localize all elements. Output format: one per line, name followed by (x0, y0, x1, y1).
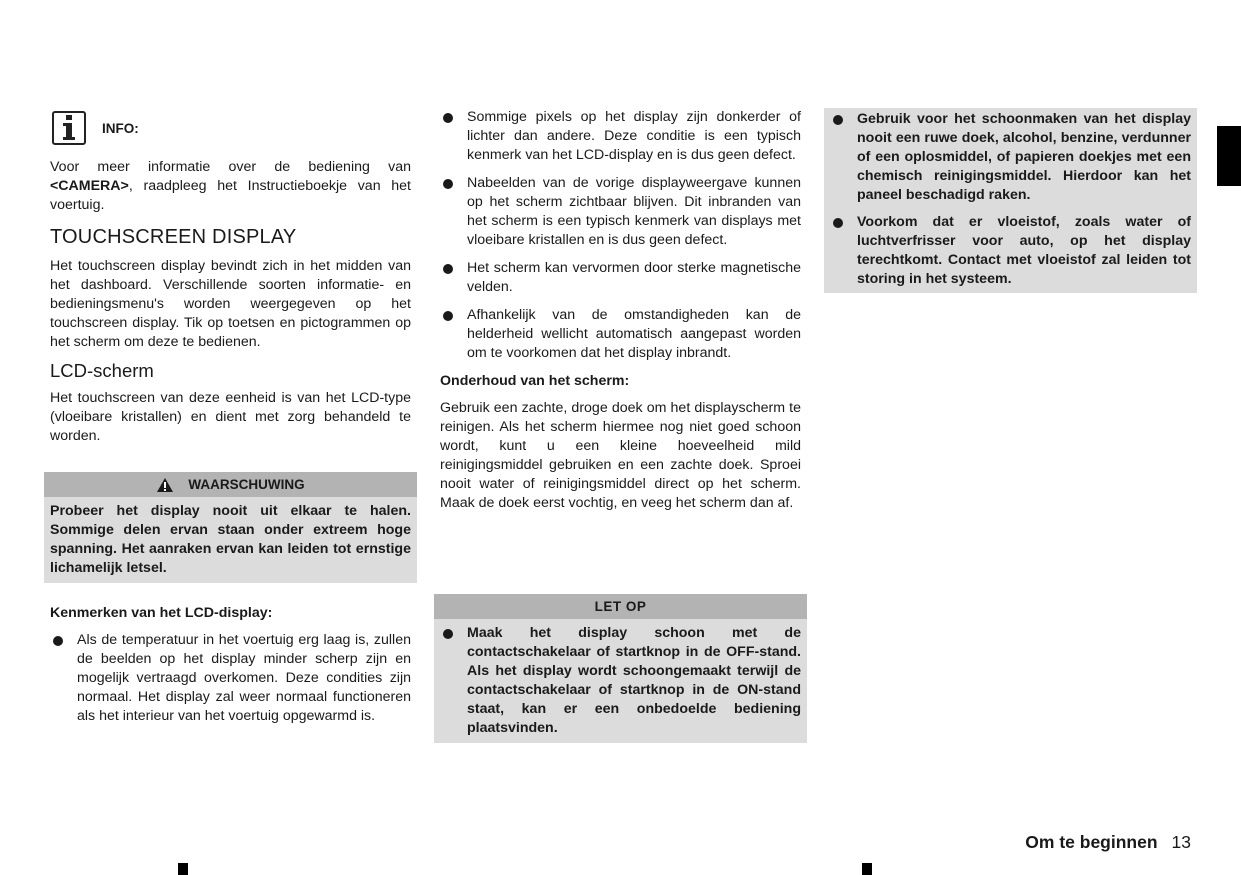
features-heading: Kenmerken van het LCD-display: (50, 605, 273, 621)
caution-continued-box (824, 108, 1197, 293)
info-header (50, 108, 411, 148)
list-item: Nabeelden van de vorige displayweergave kunnen op het scherm zichtbaar blijven. Dit inbranden van het scherm is een typisch kenmerk van displays met vloeibare kristallen en is dus geen defect. (440, 174, 801, 250)
list-item: Sommige pixels op het display zijn donkerder of lichter dan andere. Deze conditie is een typisch kenmerk van het LCD-display en is dus geen defect. (440, 108, 801, 165)
bullet-icon (440, 259, 467, 297)
caution-box (434, 594, 807, 743)
camera-reference: <CAMERA> (50, 178, 129, 194)
bullet-icon (440, 306, 467, 363)
list-item: Voorkom dat er vloeistof, zoals water of luchtverfrisser voor auto, op het display terechtkomt. Contact met vloeistof zal leiden tot storing in het systeem. (830, 213, 1191, 289)
warning-title: WAARSCHUWING (188, 477, 305, 492)
bullet-icon (440, 108, 467, 165)
lcd-body: Het touchscreen van deze eenheid is van het LCD-type (vloeibare kristallen) en dient met zorg behandeld te worden. (50, 390, 411, 444)
column-middle (440, 108, 801, 513)
chapter-tab-marker (1217, 126, 1241, 186)
list-item: Maak het display schoon met de contactschakelaar of startknop in de OFF-stand. Als het display wordt schoongemaakt terwijl de contactschakelaar of startknop in de ON-stand staat, kan er een onbedoelde bediening plaatsvinden. (440, 624, 801, 738)
list-item: Als de temperatuur in het voertuig erg laag is, zullen de beelden op het display minder scherp zijn en mogelijk vertraagd overkomen. Deze condities zijn normaal. Het display zal weer normaal functioneren als het interieur van het voertuig opgewarmd is. (50, 631, 411, 726)
caution-body (434, 619, 807, 738)
info-text: Voor meer informatie over de bediening van <CAMERA>, raadpleeg het Instructieboekje van het voertuig. (50, 159, 411, 213)
touchscreen-heading: TOUCHSCREEN DISPLAY (50, 226, 297, 248)
footer-section-title: Om te beginnen (1025, 832, 1158, 852)
crop-mark (178, 863, 188, 875)
lcd-heading: LCD-scherm (50, 360, 154, 381)
bullet-icon (440, 174, 467, 250)
column-right (824, 108, 1197, 293)
list-item: Het scherm kan vervormen door sterke magnetische velden. (440, 259, 801, 297)
crop-mark (862, 863, 872, 875)
warning-header (44, 472, 417, 497)
column-left (50, 108, 411, 446)
bullet-icon (440, 624, 467, 738)
list-item: Afhankelijk van de omstandigheden kan de helderheid wellicht automatisch aangepast worden om te voorkomen dat het display inbrandt. (440, 306, 801, 363)
list-item: Gebruik voor het schoonmaken van het display nooit een ruwe doek, alcohol, benzine, verdunner of een oplosmiddel, of papieren doekjes met een chemisch reinigingsmiddel. Hierdoor kan het paneel beschadigd raken. (830, 110, 1191, 205)
features-section (50, 604, 411, 735)
page-number: 13 (1171, 832, 1191, 852)
maintenance-body: Gebruik een zachte, droge doek om het displayscherm te reinigen. Als het scherm hiermee nog niet goed schoon wordt, kunt u een kleine hoeveelheid mild reinigingsmiddel gebruiken en een zachte doek. Sproei nooit water of reinigingsmiddel direct op het scherm. Maak de doek eerst vochtig, en veeg het scherm dan af. (440, 400, 801, 511)
warning-box (44, 472, 417, 583)
maintenance-heading: Onderhoud van het scherm: (440, 373, 630, 389)
bullet-icon (50, 631, 77, 726)
touchscreen-body: Het touchscreen display bevindt zich in het midden van het dashboard. Verschillende soorten informatie- en bedieningsmenu's worden weergegeven op het touchscreen display. Tik op toetsen en pictogrammen op het scherm om deze te bedienen. (50, 258, 411, 350)
bullet-icon (830, 110, 857, 205)
warning-triangle-icon (156, 477, 174, 493)
info-label: INFO: (102, 120, 139, 136)
caution-header: LET OP (434, 594, 807, 619)
warning-body: Probeer het display nooit uit elkaar te halen. Sommige delen ervan staan onder extreem hoge spanning. Het aanraken ervan kan leiden tot ernstige lichamelijk letsel. (50, 503, 411, 576)
page-footer (1025, 833, 1191, 852)
info-icon (52, 111, 86, 145)
bullet-icon (830, 213, 857, 289)
